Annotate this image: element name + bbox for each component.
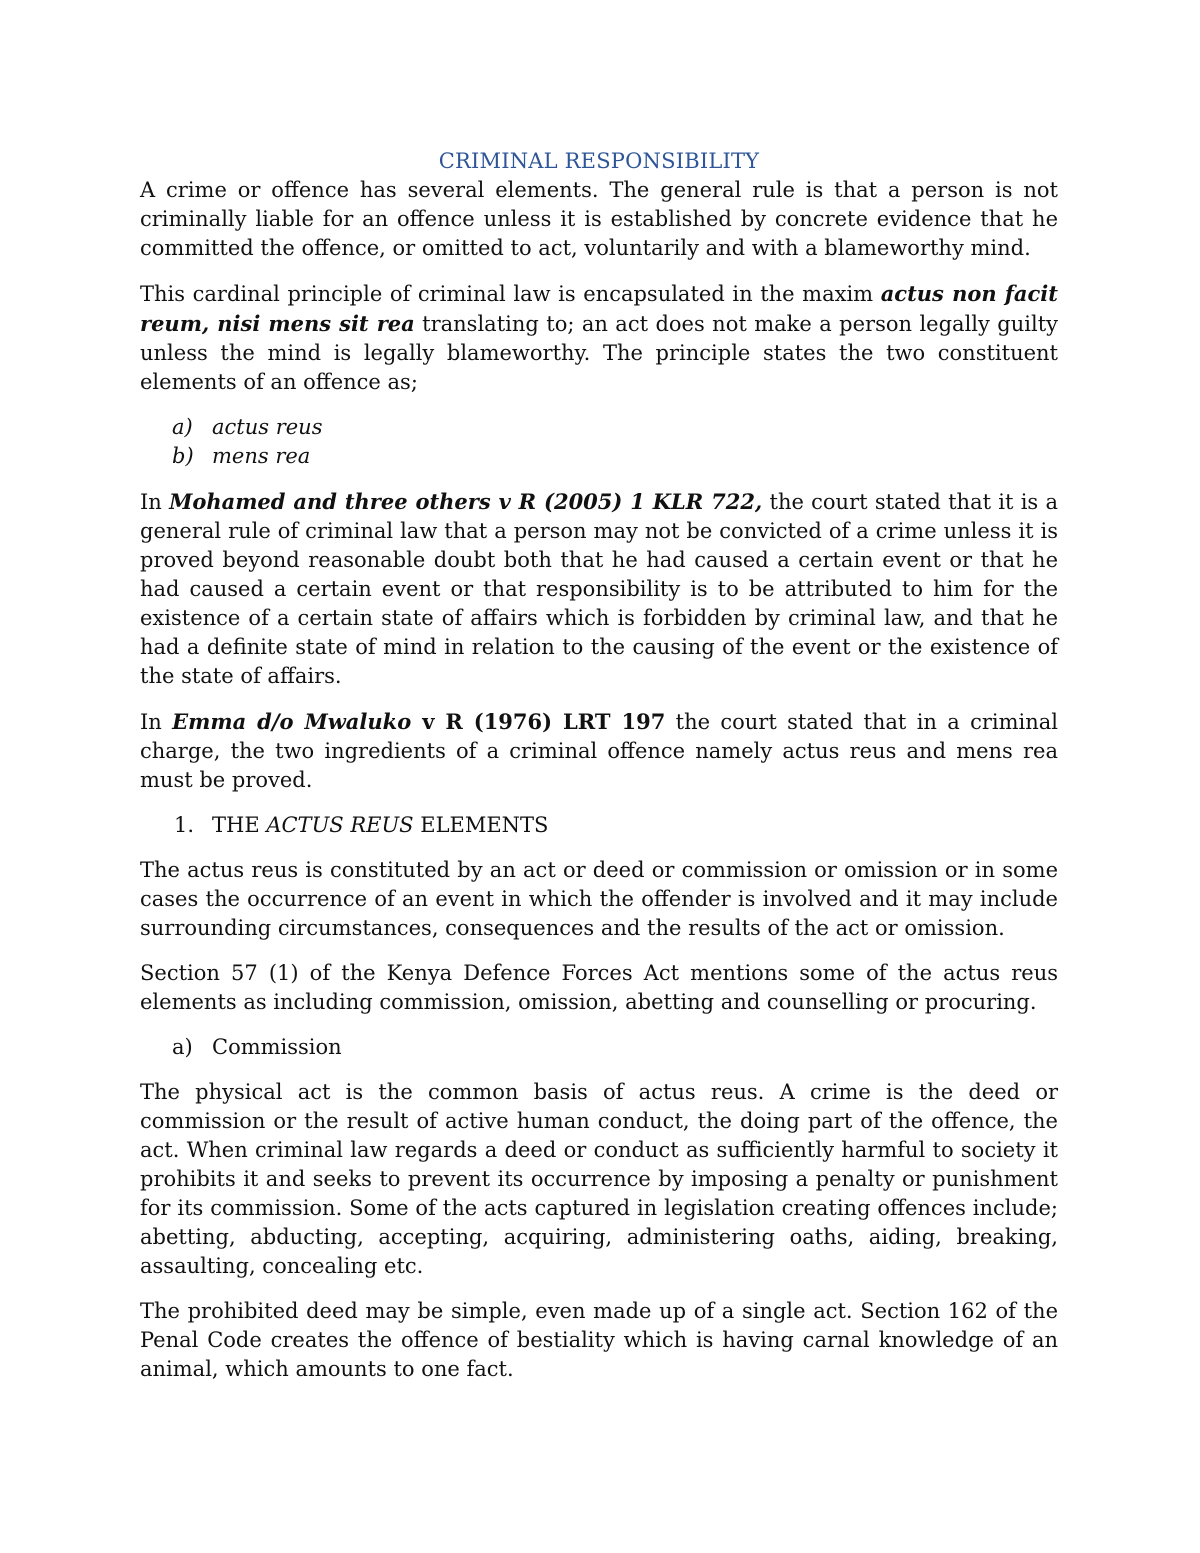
paragraph-emma-before: In bbox=[140, 710, 173, 734]
paragraph-intro: A crime or offence has several elements. The general rule is that a person is not criminally liable for an offence unless it is established by concrete evidence that he committed the offence, or omitted to act, voluntarily and with a blameworthy mind. bbox=[140, 178, 1058, 260]
paragraph-mohamed-before: In bbox=[140, 490, 170, 514]
list-item bbox=[140, 413, 1058, 442]
document-page bbox=[140, 146, 1058, 1400]
paragraph-maxim-before: This cardinal principle of criminal law is encapsulated in the maxim bbox=[140, 282, 881, 306]
sub-heading-text: Commission bbox=[212, 1035, 342, 1059]
elements-list bbox=[140, 413, 1058, 471]
list-item-marker: b) bbox=[172, 444, 194, 468]
list-item-marker: a) bbox=[172, 415, 193, 439]
paragraph-mohamed-after: the court stated that it is a general rule of criminal law that a person may not be convicted of a crime unless it is proved beyond reasonable doubt both that he had caused a certain event or that he had caused a certain event or that responsibility is to be attributed to him for the existence of a certain state of affairs which is forbidden by criminal law, and that he had a definite state of mind in relation to the causing of the event or the existence of the state of affairs. bbox=[140, 490, 1058, 688]
case-citation-emma-rest: v R (1976) LRT 197 bbox=[411, 709, 666, 734]
case-citation-emma-name: Emma d/o Mwaluko bbox=[172, 709, 412, 734]
paragraph-commission: The physical act is the common basis of actus reus. A crime is the deed or commission or the result of active human conduct, the doing part of the offence, the act. When criminal law regards a deed or conduct as sufficiently harmful to society it prohibits it and seeks to prevent its occurrence by imposing a penalty or punishment for its commission. Some of the acts captured in legislation creating offences include; abetting, abducting, accepting, acquiring, administering oaths, aiding, breaking, assaulting, concealing etc. bbox=[140, 1080, 1058, 1278]
list-item-text: actus reus bbox=[212, 415, 323, 439]
paragraph-emma-after: the court stated that in a criminal charge, the two ingredients of a criminal offence namely actus reus and mens rea must be proved. bbox=[140, 710, 1059, 792]
section-heading-prefix: THE bbox=[212, 813, 267, 837]
maxim-text: actus non facit reum, nisi mens sit rea bbox=[140, 281, 1058, 336]
paragraph-emma-case bbox=[140, 707, 1058, 795]
section-heading-italic: ACTUS REUS bbox=[266, 813, 414, 837]
paragraph-mohamed-case bbox=[140, 487, 1058, 691]
list-item-text: mens rea bbox=[212, 444, 311, 468]
sub-heading-marker: a) bbox=[172, 1035, 193, 1059]
paragraph-maxim bbox=[140, 279, 1058, 397]
paragraph-actus-reus-definition: The actus reus is constituted by an act or deed or commission or omission or in some cases the occurrence of an event in which the offender is involved and it may include surrounding circumstances, consequences and the results of the act or omission. bbox=[140, 858, 1058, 940]
section-heading-actus-reus bbox=[140, 811, 1058, 840]
document-title: CRIMINAL RESPONSIBILITY bbox=[438, 149, 760, 173]
section-heading-suffix: ELEMENTS bbox=[413, 813, 549, 837]
paragraph-section-57: Section 57 (1) of the Kenya Defence Forces Act mentions some of the actus reus elements as including commission, omission, abetting and counselling or procuring. bbox=[140, 961, 1058, 1014]
list-item bbox=[140, 442, 1058, 471]
paragraph-prohibited-deed: The prohibited deed may be simple, even made up of a single act. Section 162 of the Penal Code creates the offence of bestiality which is having carnal knowledge of an animal, which amounts to one fact. bbox=[140, 1299, 1058, 1381]
sub-heading-commission bbox=[140, 1033, 1058, 1062]
paragraph-maxim-after: translating to; an act does not make a person legally guilty unless the mind is legally blameworthy. The principle states the two constituent elements of an offence as; bbox=[140, 312, 1058, 394]
section-heading-marker: 1. bbox=[174, 813, 195, 837]
case-citation-mohamed: Mohamed and three others v R (2005) 1 KLR 722, bbox=[169, 489, 763, 514]
